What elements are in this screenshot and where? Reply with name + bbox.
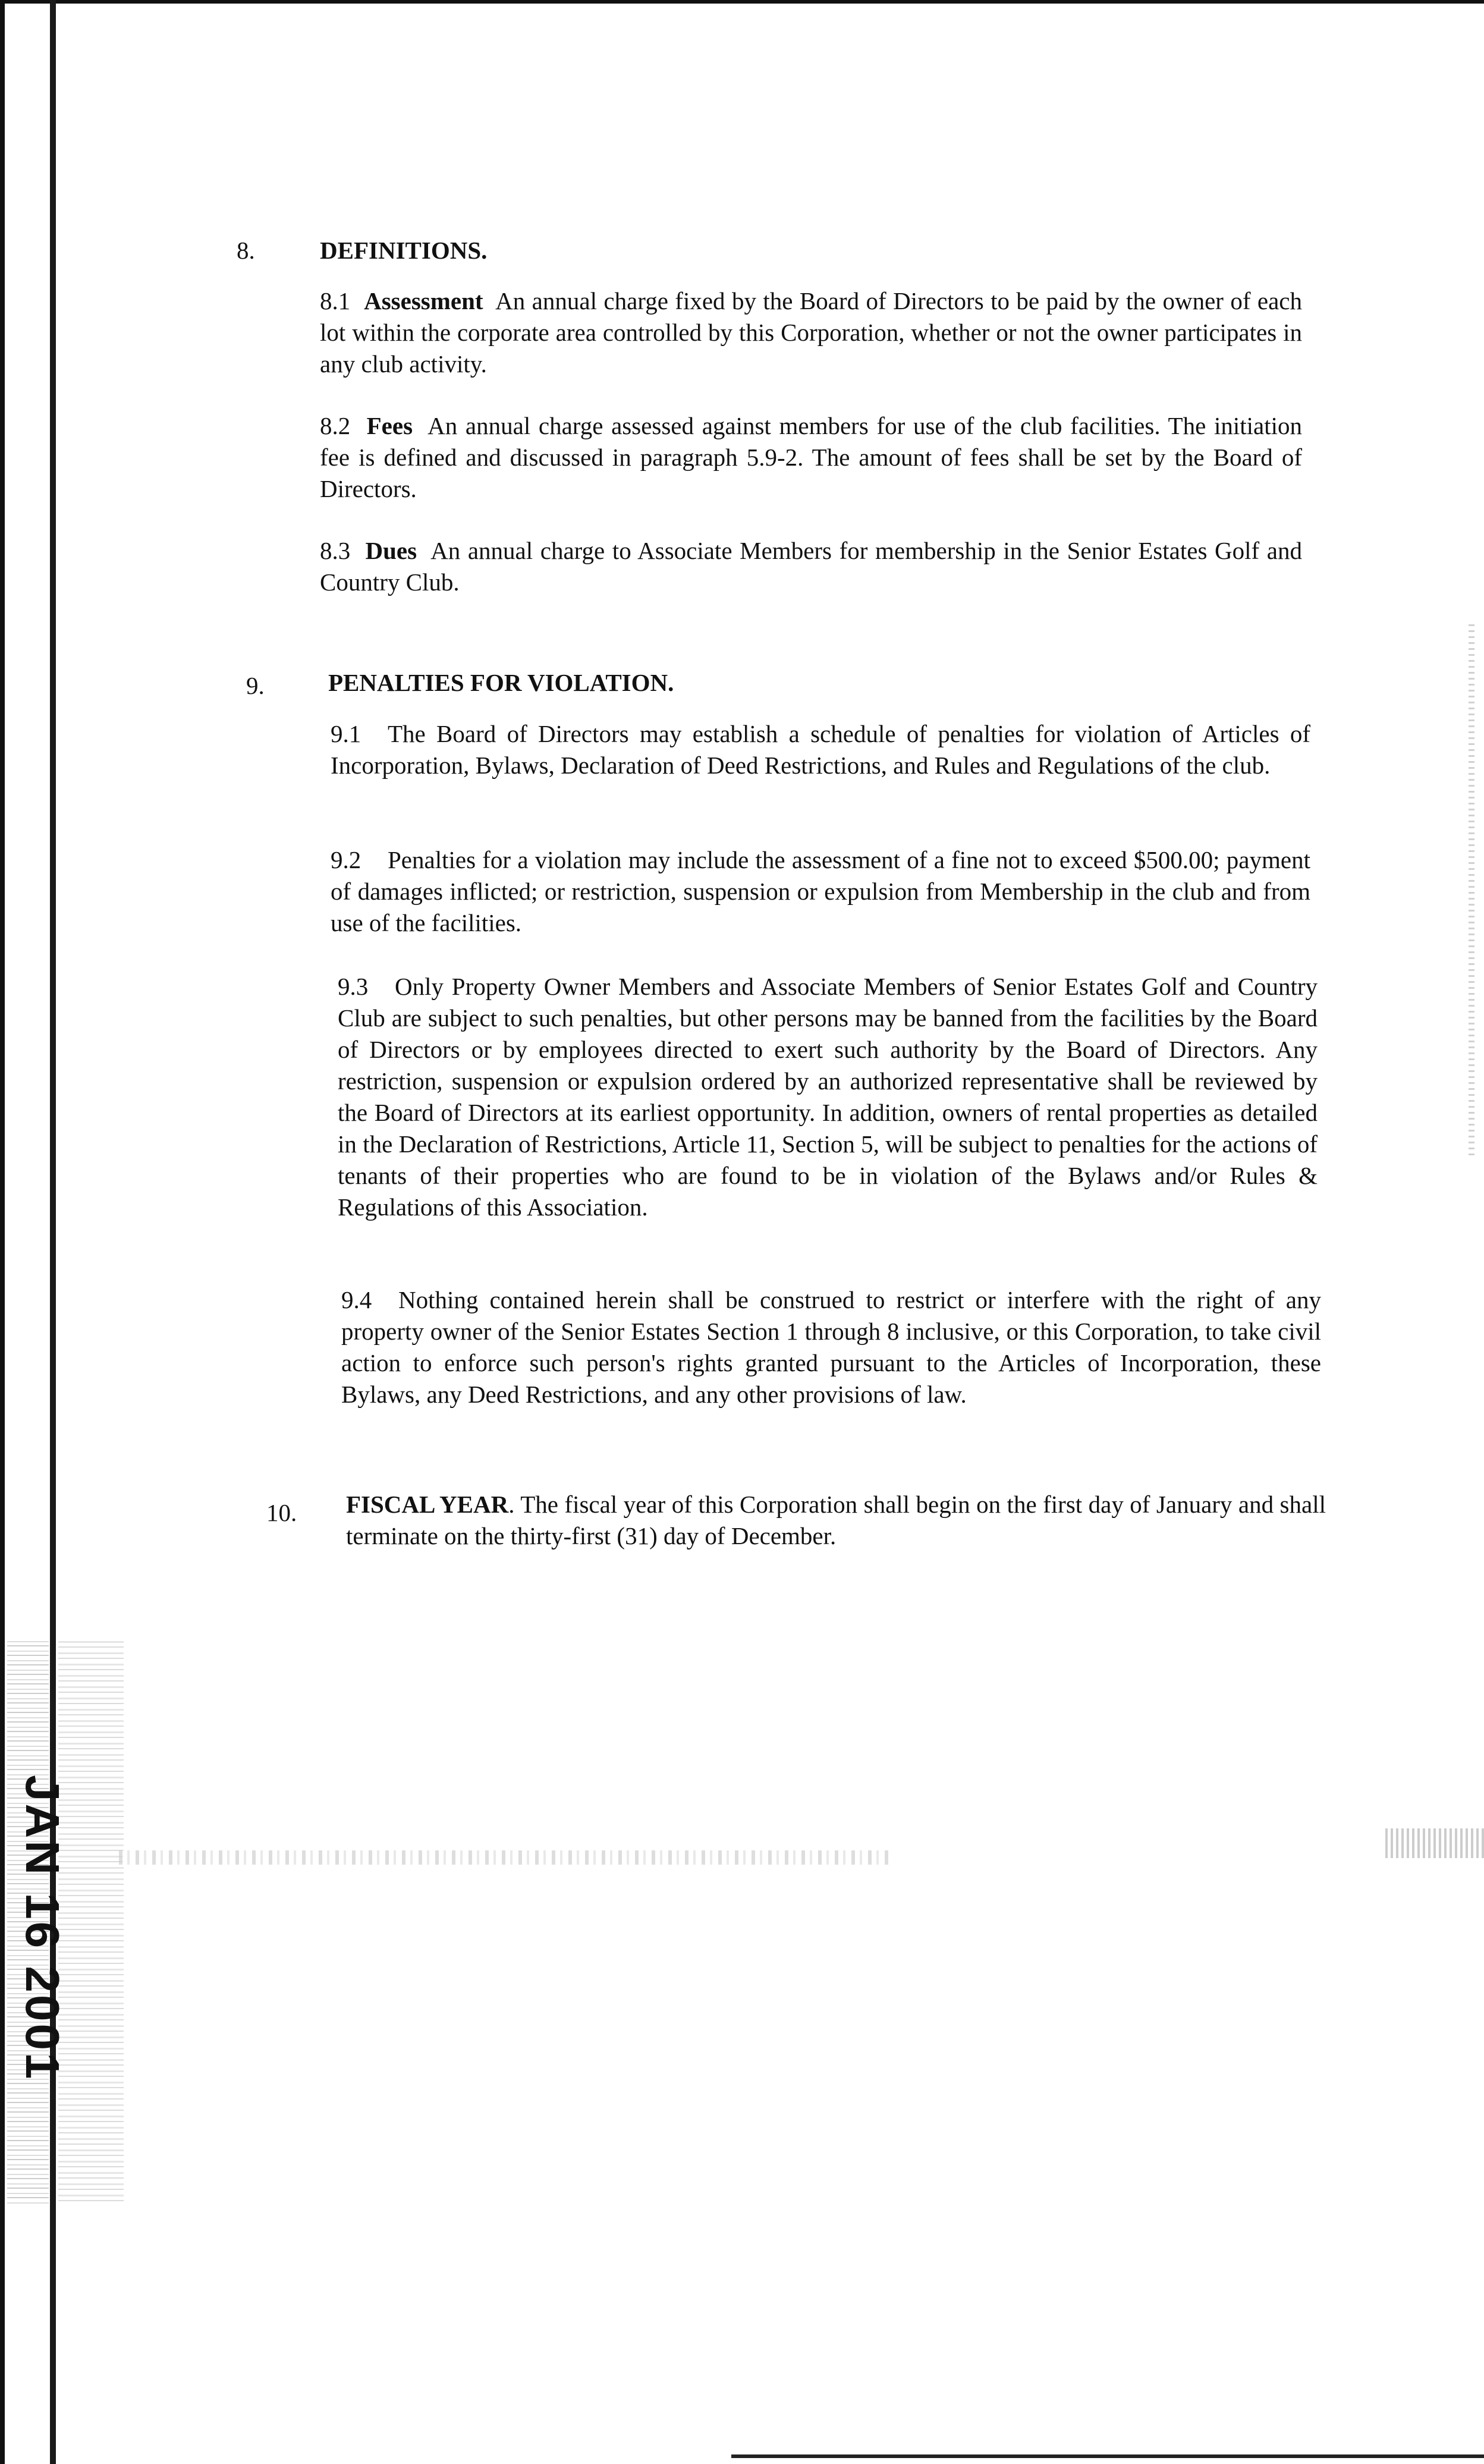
definition-8-1-text: An annual charge fixed by the Board of Directors to be paid by the owner of each lot within the corporate area controlled by this Corporation, whether or not the owner participates in any club activity. bbox=[320, 287, 1303, 378]
scan-border-left bbox=[0, 0, 5, 2464]
penalty-9-3 bbox=[338, 971, 1318, 1223]
definition-8-3-term: Dues bbox=[365, 537, 417, 564]
penalty-9-4-number: 9.4 bbox=[341, 1286, 372, 1313]
scan-noise-right bbox=[1469, 624, 1474, 1159]
section-10-text: . The fiscal year of this Corporation shall begin on the first day of January and shall terminate on the thirty-first (31) day of December. bbox=[346, 1491, 1326, 1550]
section-9-heading: PENALTIES FOR VIOLATION. bbox=[328, 669, 674, 696]
section-10-heading: FISCAL YEAR bbox=[346, 1491, 509, 1518]
penalty-9-1-number: 9.1 bbox=[331, 720, 361, 747]
penalty-9-4 bbox=[341, 1284, 1321, 1410]
penalty-9-4-text: Nothing contained herein shall be construed to restrict or interfere with the right of any property owner of the Senior Estates Section 1 through 8 inclusive, or this Corporation, to take civil action to enforce such person's rights granted pursuant to the Articles of Incorporation, these Bylaws, any Deed Restrictions, and any other provisions of law. bbox=[341, 1286, 1321, 1408]
scan-bottom-line bbox=[731, 2454, 1484, 2458]
scan-smudge-bar bbox=[119, 1850, 892, 1865]
definition-8-3-text: An annual charge to Associate Members for membership in the Senior Estates Golf and Country Club. bbox=[320, 537, 1303, 596]
penalty-9-3-number: 9.3 bbox=[338, 973, 369, 1000]
date-stamp: JAN 16 2001 bbox=[16, 1775, 69, 2082]
definition-8-1-number: 8.1 bbox=[320, 287, 351, 315]
section-10-body bbox=[346, 1489, 1326, 1552]
definition-8-3-number: 8.3 bbox=[320, 537, 351, 564]
penalty-9-1-text: The Board of Directors may establish a schedule of penalties for violation of Articles of Incorporation, Bylaws, Declaration of Deed Restrictions, and Rules and Regulations of the club. bbox=[331, 720, 1310, 779]
definition-8-3 bbox=[320, 535, 1302, 598]
penalty-9-2 bbox=[331, 844, 1310, 939]
definition-8-2-number: 8.2 bbox=[320, 412, 351, 439]
penalty-9-3-text: Only Property Owner Members and Associate Members of Senior Estates Golf and Country Club are subject to such penalties, but other persons may be banned from the facilities by the Board of Directors or by employees directed to exert such authority by the Board of Directors. Any restriction, suspension or expulsion ordered by an authorized representative shall be reviewed by the Board of Directors at its earliest opportunity. In addition, owners of rental properties as detailed in the Declaration of Restrictions, Article 11, Section 5, will be subject to penalties for the actions of tenants of their properties who are found to be in violation of the Bylaws and/or Rules & Regulations of this Association. bbox=[338, 973, 1318, 1221]
section-8-heading: DEFINITIONS. bbox=[320, 237, 488, 264]
scan-smudge-right bbox=[1385, 1828, 1484, 1858]
scan-border-top bbox=[0, 0, 1484, 4]
section-9-number: 9. bbox=[246, 672, 265, 699]
definition-8-2-term: Fees bbox=[366, 412, 413, 439]
binding-line bbox=[50, 0, 56, 2464]
definition-8-1-term: Assessment bbox=[364, 287, 483, 315]
penalty-9-2-text: Penalties for a violation may include the assessment of a fine not to exceed $500.00; payment of damages inflicted; or restriction, suspension or expulsion from Membership in the club and from use of the facilities. bbox=[331, 846, 1310, 936]
definition-8-2 bbox=[320, 410, 1302, 505]
section-8-number: 8. bbox=[237, 237, 255, 264]
penalty-9-2-number: 9.2 bbox=[331, 846, 361, 873]
penalty-9-1 bbox=[331, 718, 1310, 781]
definition-8-2-text: An annual charge assessed against members for use of the club facilities. The initiation fee is defined and discussed in paragraph 5.9-2. The amount of fees shall be set by the Board of Directors. bbox=[320, 412, 1302, 502]
section-10-number: 10. bbox=[266, 1499, 297, 1526]
definition-8-1 bbox=[320, 285, 1302, 380]
